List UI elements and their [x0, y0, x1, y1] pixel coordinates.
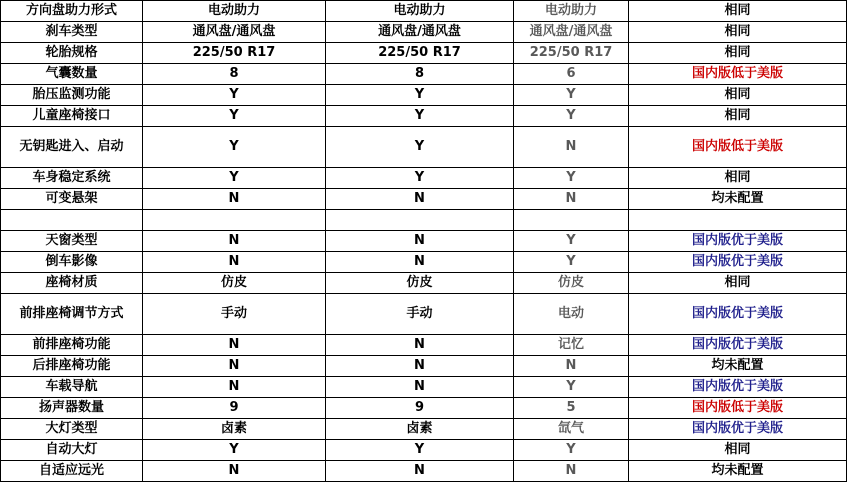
value-cell: Y	[326, 127, 514, 168]
value-cell: 卤素	[326, 419, 514, 440]
table-row	[1, 22, 847, 43]
table-row	[1, 294, 847, 335]
feature-cell: 大灯类型	[1, 419, 143, 440]
comparison-cell: 相同	[629, 273, 847, 294]
feature-cell: 倒车影像	[1, 252, 143, 273]
value-cell: Y	[143, 106, 326, 127]
value-cell: 5	[514, 398, 629, 419]
value-cell: 手动	[143, 294, 326, 335]
feature-cell: 刹车类型	[1, 22, 143, 43]
comparison-cell: 均未配置	[629, 356, 847, 377]
value-cell: Y	[514, 231, 629, 252]
feature-cell: 车载导航	[1, 377, 143, 398]
value-cell: N	[143, 461, 326, 482]
comparison-cell: 相同	[629, 168, 847, 189]
value-cell: Y	[514, 377, 629, 398]
comparison-cell: 国内版低于美版	[629, 398, 847, 419]
value-cell: 通风盘/通风盘	[326, 22, 514, 43]
value-cell: N	[326, 231, 514, 252]
value-cell: 通风盘/通风盘	[514, 22, 629, 43]
value-cell: N	[143, 377, 326, 398]
table-row	[1, 356, 847, 377]
comparison-cell: 国内版优于美版	[629, 377, 847, 398]
value-cell: N	[326, 189, 514, 210]
table-row	[1, 85, 847, 106]
value-cell	[514, 210, 629, 231]
comparison-cell: 国内版低于美版	[629, 64, 847, 85]
value-cell: 电动助力	[326, 1, 514, 22]
value-cell: 电动助力	[143, 1, 326, 22]
value-cell: 仿皮	[143, 273, 326, 294]
value-cell: 仿皮	[326, 273, 514, 294]
table-row	[1, 231, 847, 252]
value-cell: 氙气	[514, 419, 629, 440]
value-cell: N	[326, 356, 514, 377]
table-row	[1, 335, 847, 356]
comparison-cell: 相同	[629, 85, 847, 106]
value-cell: N	[514, 127, 629, 168]
value-cell: N	[143, 335, 326, 356]
value-cell: N	[143, 356, 326, 377]
value-cell: Y	[326, 106, 514, 127]
value-cell: 225/50 R17	[326, 43, 514, 64]
feature-cell: 方向盘助力形式	[1, 1, 143, 22]
value-cell: Y	[514, 106, 629, 127]
value-cell: 225/50 R17	[514, 43, 629, 64]
comparison-cell: 相同	[629, 22, 847, 43]
table-row	[1, 419, 847, 440]
table-row	[1, 106, 847, 127]
value-cell: Y	[143, 127, 326, 168]
value-cell: 9	[326, 398, 514, 419]
value-cell: 通风盘/通风盘	[143, 22, 326, 43]
table-row	[1, 127, 847, 168]
comparison-cell: 均未配置	[629, 461, 847, 482]
value-cell: 记忆	[514, 335, 629, 356]
feature-cell: 前排座椅功能	[1, 335, 143, 356]
value-cell: N	[514, 189, 629, 210]
comparison-cell	[629, 210, 847, 231]
table-row	[1, 398, 847, 419]
feature-cell: 无钥匙进入、启动	[1, 127, 143, 168]
value-cell: Y	[514, 168, 629, 189]
value-cell	[326, 210, 514, 231]
value-cell: 电动	[514, 294, 629, 335]
table-row-empty	[1, 210, 847, 231]
feature-cell	[1, 210, 143, 231]
value-cell: 卤素	[143, 419, 326, 440]
feature-cell: 儿童座椅接口	[1, 106, 143, 127]
comparison-cell: 相同	[629, 106, 847, 127]
value-cell: Y	[143, 440, 326, 461]
table-row	[1, 43, 847, 64]
comparison-cell: 国内版优于美版	[629, 335, 847, 356]
comparison-cell: 国内版优于美版	[629, 294, 847, 335]
table-row	[1, 273, 847, 294]
value-cell	[143, 210, 326, 231]
table-row	[1, 64, 847, 85]
feature-cell: 胎压监测功能	[1, 85, 143, 106]
feature-cell: 轮胎规格	[1, 43, 143, 64]
table-row	[1, 461, 847, 482]
table-row	[1, 189, 847, 210]
value-cell: Y	[514, 440, 629, 461]
comparison-cell: 国内版优于美版	[629, 419, 847, 440]
table-row	[1, 440, 847, 461]
feature-cell: 气囊数量	[1, 64, 143, 85]
value-cell: Y	[514, 252, 629, 273]
value-cell: N	[326, 252, 514, 273]
value-cell: 电动助力	[514, 1, 629, 22]
feature-cell: 自动大灯	[1, 440, 143, 461]
value-cell: N	[326, 335, 514, 356]
comparison-cell: 相同	[629, 440, 847, 461]
value-cell: N	[143, 252, 326, 273]
value-cell: Y	[326, 85, 514, 106]
table-row	[1, 377, 847, 398]
feature-cell: 可变悬架	[1, 189, 143, 210]
comparison-cell: 国内版优于美版	[629, 252, 847, 273]
value-cell: N	[326, 377, 514, 398]
feature-cell: 扬声器数量	[1, 398, 143, 419]
comparison-cell: 相同	[629, 1, 847, 22]
value-cell: 仿皮	[514, 273, 629, 294]
value-cell: N	[514, 356, 629, 377]
value-cell: 225/50 R17	[143, 43, 326, 64]
value-cell: Y	[143, 168, 326, 189]
comparison-cell: 均未配置	[629, 189, 847, 210]
table-row	[1, 1, 847, 22]
value-cell: N	[326, 461, 514, 482]
value-cell: 6	[514, 64, 629, 85]
comparison-cell: 国内版优于美版	[629, 231, 847, 252]
value-cell: Y	[326, 440, 514, 461]
table-row	[1, 252, 847, 273]
feature-cell: 座椅材质	[1, 273, 143, 294]
feature-cell: 后排座椅功能	[1, 356, 143, 377]
value-cell: 9	[143, 398, 326, 419]
comparison-cell: 国内版低于美版	[629, 127, 847, 168]
value-cell: Y	[514, 85, 629, 106]
value-cell: Y	[143, 85, 326, 106]
value-cell: N	[143, 189, 326, 210]
value-cell: Y	[326, 168, 514, 189]
value-cell: 8	[326, 64, 514, 85]
table-row	[1, 168, 847, 189]
feature-cell: 车身稳定系统	[1, 168, 143, 189]
value-cell: N	[514, 461, 629, 482]
value-cell: N	[143, 231, 326, 252]
feature-cell: 天窗类型	[1, 231, 143, 252]
feature-cell: 前排座椅调节方式	[1, 294, 143, 335]
feature-cell: 自适应远光	[1, 461, 143, 482]
value-cell: 手动	[326, 294, 514, 335]
value-cell: 8	[143, 64, 326, 85]
comparison-cell: 相同	[629, 43, 847, 64]
